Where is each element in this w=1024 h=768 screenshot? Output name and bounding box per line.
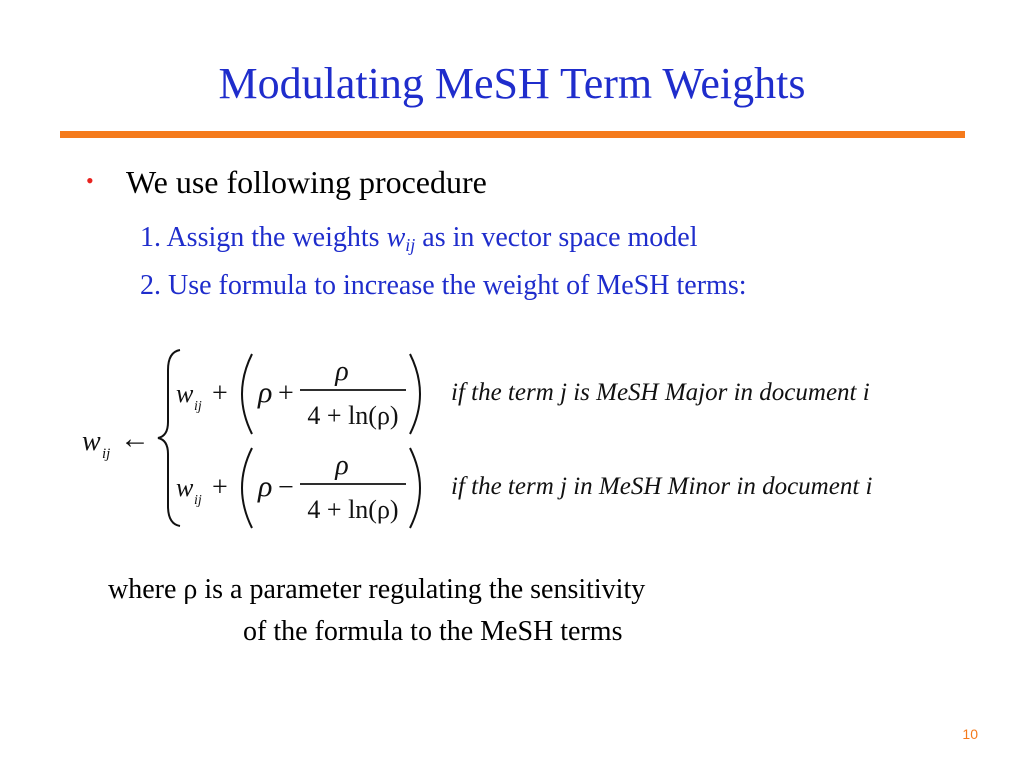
case-major (176, 354, 870, 434)
case1-condition: if the term j is MeSH Major in document i (451, 379, 870, 406)
step-1-suffix: as in vector space model (415, 222, 698, 253)
case1-denominator: 4 + ln(ρ) (307, 401, 399, 430)
case1-left-paren (242, 354, 252, 434)
case-minor (176, 448, 873, 528)
step-2: 2. Use formula to increase the weight of MeSH terms: (140, 270, 747, 301)
case2-rho: ρ (258, 470, 273, 503)
assign-arrow: ← (120, 422, 150, 455)
bullet-text: We use following procedure (126, 164, 487, 200)
case1-sub: ij (194, 399, 202, 414)
case2-left-paren (242, 448, 252, 528)
step-1 (140, 224, 698, 254)
case2-sub: ij (194, 493, 202, 508)
lhs-sub: ij (102, 446, 111, 462)
bullet-icon: • (86, 168, 94, 193)
case2-right-paren (410, 448, 420, 528)
case1-op: + (278, 378, 294, 409)
note-line-2: of the formula to the MeSH terms (243, 616, 623, 647)
case2-op: − (278, 472, 294, 503)
step-1-sub: ij (405, 235, 416, 255)
case1-rho: ρ (258, 376, 273, 409)
step-1-prefix: 1. Assign the weights (140, 222, 387, 253)
case2-plus: + (212, 472, 228, 503)
slide-title: Modulating MeSH Term Weights (218, 59, 806, 108)
case2-w: w (176, 473, 194, 502)
case1-right-paren (410, 354, 420, 434)
page-number: 10 (962, 726, 978, 742)
title-divider (60, 131, 965, 138)
case2-denominator: 4 + ln(ρ) (307, 495, 399, 524)
note-line-1: where ρ is a parameter regulating the sensitivity (108, 574, 646, 605)
case1-w: w (176, 379, 194, 408)
lhs-w: w (82, 426, 101, 457)
case2-numerator: ρ (335, 450, 349, 481)
case1-plus: + (212, 378, 228, 409)
bullet-item (86, 166, 487, 198)
weight-formula (78, 340, 998, 535)
step-1-var: w (386, 222, 406, 253)
case1-numerator: ρ (335, 356, 349, 387)
case2-condition: if the term j in MeSH Minor in document i (451, 473, 873, 500)
